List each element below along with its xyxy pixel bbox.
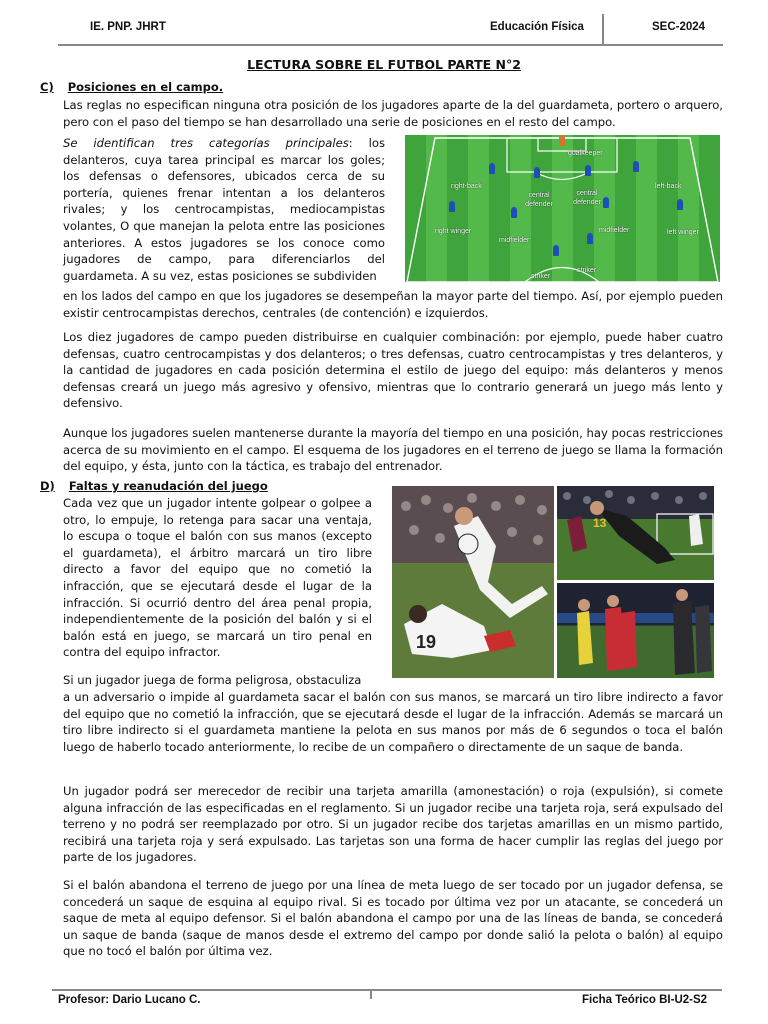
subject-name: Educación Física [490,21,584,33]
section-d-title: Faltas y reanudación del juego [68,479,268,493]
label-central-defender: central defender [525,192,553,208]
section-c-heading [40,80,223,94]
label-midfielder: midfielder [599,227,630,234]
right-back-figure [489,163,495,174]
section-c-paragraph-4: Aunque los jugadores suelen mantenerse durante la mayoría del tiempo en una posición, hay pocas restricciones acerca de su movimiento en el campo. El esquema de los jugadores en el terreno de juego se llama la formación del equipo, y ésta, junto con la táctica, es trabajo del entrenador. [63,426,723,474]
tackle-photo [392,486,554,678]
header-divider [602,14,604,44]
goalkeeper-dive-photo [557,486,714,580]
football-positions-diagram [405,135,720,282]
central-defender-figure [585,165,591,176]
section-d-paragraph-4: Si el balón abandona el terreno de juego por una línea de meta luego de ser tocado por un jugador defensa, se concederá un saque de esquina al equipo rival. Si es tocado por última vez por un atacante, se concederá un saque de meta al equipo defensor. Si el balón abandona el campo por una de las líneas de banda, se concederá un saque de banda (saque de manos desde el extremo del campo por donde salió la pelota o balón) al equipo que no tocó el balón por última vez. [63,878,723,959]
label-midfielder: midfielder [499,237,530,244]
referee-card-photo [557,583,714,678]
left-winger-figure [677,199,683,210]
striker-figure [587,233,593,244]
goalkeeper-figure [559,135,565,146]
label-striker: striker [531,273,551,280]
teacher-name: Profesor: Dario Lucano C. [58,994,201,1006]
section-code: SEC-2024 [652,21,706,33]
label-central-defender: central defender [573,190,601,206]
sheet-code: Ficha Teórico BI-U2-S2 [582,994,708,1006]
jersey-number: 19 [416,632,437,652]
section-c-letter: C) [40,80,54,94]
footer-rule [52,989,722,991]
page-header [0,0,768,46]
central-defender-figure [534,167,540,178]
label-left-winger: left winger [667,229,699,236]
midfielder-figure [511,207,517,218]
footer-divider [370,989,372,999]
section-d-paragraph-3: Un jugador podrá ser merecedor de recibir una tarjeta amarilla (amonestación) o roja (expulsión), si comete alguna infracción de las especificadas en el reglamento. Si un jugador recibe una tarjeta roja, será expulsado del terreno y no podrá ser reemplazado por otro. Si un jugador recibe dos tarjetas amarillas en un mismo partido, recibirá una tarjeta roja y será expulsado. Las tarjetas son una forma de hacer cumplir las reglas del juego por parte de los jugadores. [63,784,723,865]
jersey-number: 13 [593,516,607,530]
section-c-paragraph-2-continued: en los lados del campo en que los jugadores se desempeñan la mayor parte del tiempo. Así, por ejemplo pueden existir centrocampistas derechos, centrales (de contención) e izquierdos. [63,289,723,320]
label-right-back: right-back [451,183,482,190]
label-goalkeeper: goalkeeper [568,150,603,157]
right-winger-figure [449,201,455,212]
section-d-paragraph-2: a un adversario o impide al guardameta sacar el balón con sus manos, se marcará un tiro libre indirecto a favor del equipo que no cometió la infracción, que se ejecutará desde el lugar de la infracción. Además se marcará un tiro libre indirecto si el guardameta mantiene la pelota en sus manos por más de 6 segundos o toca el balón luego de haberlo tocado anteriormente, lo recibe de un compañero o directamente de un saque de banda. [63,690,723,754]
section-d-paragraph-1: Cada vez que un jugador intente golpear o golpee a otro, lo empuje, lo retenga para sacar una ventaja, lo escupa o toque el balón con sus manos (excepto el guardameta), el árbitro marcará un tiro libre directo a favor del equipo que no cometió la infracción, que se ejecutará desde el lugar de la infracción. Si ocurrió dentro del área penal propia, independientemente de la posición del balón y si el balón está en juego, se marcará un tiro penal en contra del equipo infractor. [63,496,372,660]
page-footer [0,986,768,1024]
label-right-winger: right winger [435,228,472,235]
section-d-paragraph-2-first-line: Si un jugador juega de forma peligrosa, obstaculiza [63,673,362,687]
section-c-paragraph-1: Las reglas no especifican ninguna otra posición de los jugadores aparte de la del guardameta, portero o arquero, pero con el paso del tiempo se han desarrollado una serie de posiciones en el resto del campo. [63,98,723,129]
section-d-letter: D) [40,479,55,493]
header-rule [58,44,723,46]
section-c-paragraph-3: Los diez jugadores de campo pueden distribuirse en cualquier combinación: por ejemplo, puede haber cuatro defensas, cuatro centrocampistas y dos delanteros; o tres defensas, cuatro centrocampistas y tres delanteros, y la cantidad de jugadores en cada posición determina el estilo de juego del equipo: más delanteros y menos defensas creará un juego más agresivo y ofensivo, mientras que lo contrario generará un juego más lento y defensivo. [63,330,723,411]
categories-lead: Se identifican tres categorías principales [63,136,349,150]
school-name: IE. PNP. JHRT [90,21,166,33]
section-d-heading [40,479,268,493]
football-photo-collage [392,486,714,678]
section-c-paragraph-2 [63,135,385,284]
striker-figure [553,245,559,256]
left-back-figure [633,161,639,172]
categories-text: : los delanteros, cuya tarea principal es marcar los goles; los defensas o defensores, ubicados cerca de su portería, quienes frenar intentan a los delanteros rivales; y los centrocampistas, mediocampistas volantes, O que manejan la pelota entre las posiciones anteriores. A estos jugadores se los conoce como jugadores de campo, para diferenciarlos del guardameta. A su vez, estas posiciones se subdividen [63,136,385,283]
label-striker: striker [577,267,597,274]
document-title: LECTURA SOBRE EL FUTBOL PARTE N°2 [247,57,521,72]
label-left-back: left-back [655,183,682,190]
section-c-title: Posiciones en el campo. [67,80,224,94]
